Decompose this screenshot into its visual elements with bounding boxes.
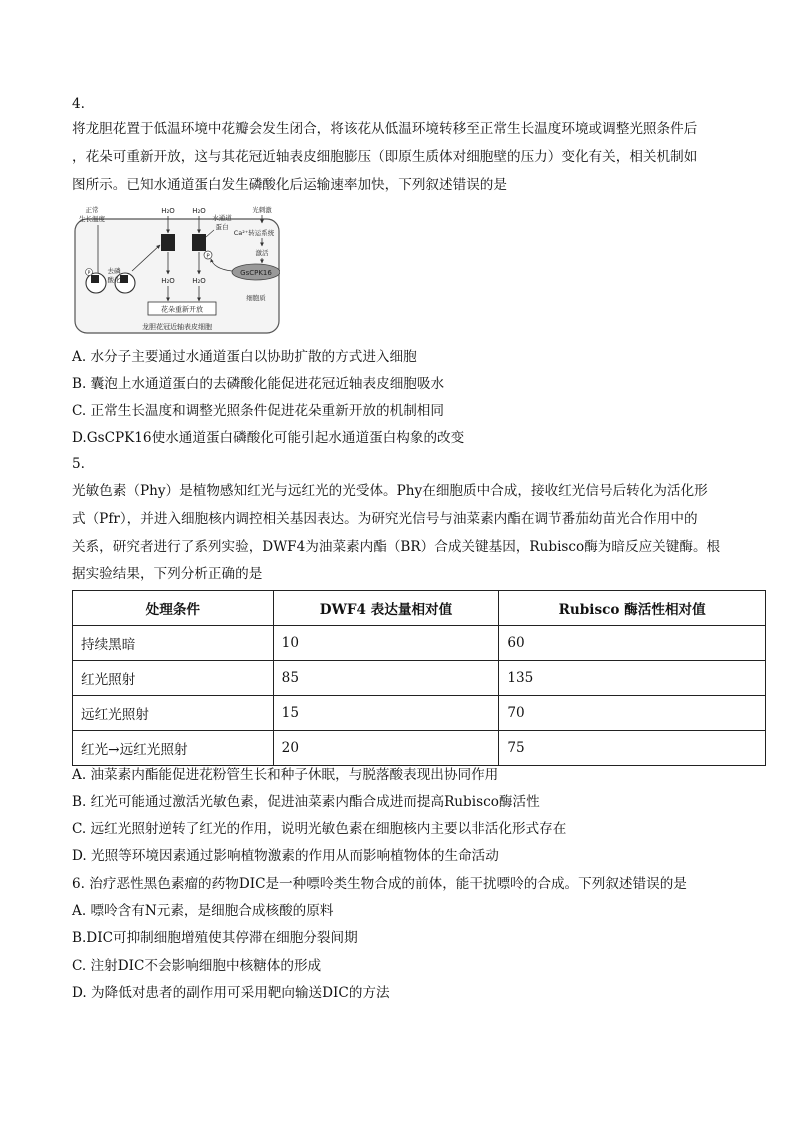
question-4-stem-line-1: 将龙胆花置于低温环境中花瓣会发生闭合，将该花从低温环境转移至正常生长温度环境或调整光照条件后 (72, 121, 698, 137)
h2o-label-bottom-1: H₂O (161, 277, 175, 285)
table-header-row (73, 591, 766, 626)
table-cell: 持续黑暗 (73, 626, 274, 661)
water-channel-protein-1 (161, 234, 175, 251)
header-dwf4: DWF4 表达量相对值 (273, 591, 499, 626)
question-6-option-a: A. 嘌呤含有N元素，是细胞合成核酸的原料 (72, 903, 334, 919)
phosphate-label-1: P (206, 253, 210, 260)
h2o-label-bottom-2: H₂O (192, 277, 206, 285)
table-row (73, 696, 766, 731)
gscpk16-label: GsCPK16 (240, 269, 272, 277)
cell-type-label: 龙胆花冠近轴表皮细胞 (142, 323, 212, 331)
question-5-option-a: A. 油菜素内酯能促进花粉管生长和种子休眠，与脱落酸表现出协同作用 (72, 767, 499, 783)
table-cell: 红光→远红光照射 (73, 731, 274, 766)
question-4-stem-line-2: ，花朵可重新开放，这与其花冠近轴表皮细胞膨压（即原生质体对细胞壁的压力）变化有关，相关机制如 (72, 149, 698, 165)
question-6-stem: 6. 治疗恶性黑色素瘤的药物DIC是一种嘌呤类生物合成的前体，能干扰嘌呤的合成。下列叙述错误的是 (72, 876, 687, 892)
question-5-stem-line-1: 光敏色素（Phy）是植物感知红光与远红光的光受体。Phy在细胞质中合成，接收红光信号后转化为活化形 (72, 483, 708, 499)
header-treatment: 处理条件 (73, 591, 274, 626)
question-4-option-a: A. 水分子主要通过水通道蛋白以协助扩散的方式进入细胞 (72, 349, 417, 365)
flower-reopen-label: 花朵重新开放 (161, 305, 203, 314)
question-5-option-c: C. 远红光照射逆转了红光的作用，说明光敏色素在细胞核内主要以非活化形式存在 (72, 821, 567, 837)
question-5-stem-line-2: 式（Pfr），并进入细胞核内调控相关基因表达。为研究光信号与油菜素内酯在调节番茄幼苗光合作用中的 (72, 511, 698, 527)
water-channel-protein-2 (192, 234, 206, 251)
header-rubisco: Rubisco 酶活性相对值 (499, 591, 766, 626)
question-5-option-d: D. 光照等环境因素通过影响植物激素的作用从而影响植物体的生命活动 (72, 848, 499, 864)
table-cell: 20 (273, 731, 499, 766)
water-channel-label-2: 蛋白 (215, 223, 229, 231)
table-cell: 85 (273, 661, 499, 696)
question-4-option-c: C. 正常生长温度和调整光照条件促进花朵重新开放的机制相同 (72, 403, 444, 419)
question-4-number: 4. (72, 96, 85, 112)
table-row (73, 626, 766, 661)
dephosphorylation-label-2: 酸化 (107, 276, 121, 284)
dephosphorylation-label-1: 去磷 (107, 267, 121, 275)
cytoplasm-label: 细胞质 (246, 294, 266, 302)
question-5-option-b: B. 红光可能通过激活光敏色素，促进油菜素内酯合成进而提高Rubisco酶活性 (72, 794, 540, 810)
table-cell: 135 (499, 661, 766, 696)
table-cell: 60 (499, 626, 766, 661)
table-row (73, 731, 766, 766)
table-cell: 70 (499, 696, 766, 731)
question-5-number: 5. (72, 456, 85, 472)
phosphate-label-2: P (87, 271, 91, 276)
table-cell: 远红光照射 (73, 696, 274, 731)
table-row (73, 661, 766, 696)
experiment-results-table (72, 590, 766, 766)
table-cell: 15 (273, 696, 499, 731)
question-4-option-d: D.GsCPK16使水通道蛋白磷酸化可能引起水通道蛋白构象的改变 (72, 430, 465, 446)
h2o-label-top-1: H₂O (161, 207, 175, 215)
table-cell: 10 (273, 626, 499, 661)
normal-temp-label-2: 生长温度 (79, 215, 105, 223)
question-5-stem-line-4: 据实验结果，下列分析正确的是 (72, 566, 263, 582)
table-cell: 75 (499, 731, 766, 766)
question-5-stem-line-3: 关系，研究者进行了系列实验，DWF4为油菜素内酯（BR）合成关键基因，Rubisco酶为暗反应关键酶。根 (72, 539, 721, 555)
h2o-label-top-2: H₂O (192, 207, 206, 215)
activate-label: 激活 (255, 249, 269, 257)
light-stimulus-label: 光刺激 (252, 206, 272, 214)
water-channel-mechanism-diagram (74, 201, 280, 341)
question-6-option-b: B.DIC可抑制细胞增殖使其停滞在细胞分裂间期 (72, 930, 358, 946)
question-6-option-d: D. 为降低对患者的副作用可采用靶向输送DIC的方法 (72, 985, 390, 1001)
water-channel-label-1: 水通道 (212, 214, 232, 222)
ca-transport-label: Ca²⁺转运系统 (233, 229, 275, 237)
table-cell: 红光照射 (73, 661, 274, 696)
question-4-option-b: B. 囊泡上水通道蛋白的去磷酸化能促进花冠近轴表皮细胞吸水 (72, 376, 445, 392)
question-6-option-c: C. 注射DIC不会影响细胞中核糖体的形成 (72, 958, 322, 974)
question-4-stem-line-3: 图所示。已知水通道蛋白发生磷酸化后运输速率加快，下列叙述错误的是 (72, 177, 507, 193)
normal-temp-label-1: 正常 (85, 206, 99, 214)
